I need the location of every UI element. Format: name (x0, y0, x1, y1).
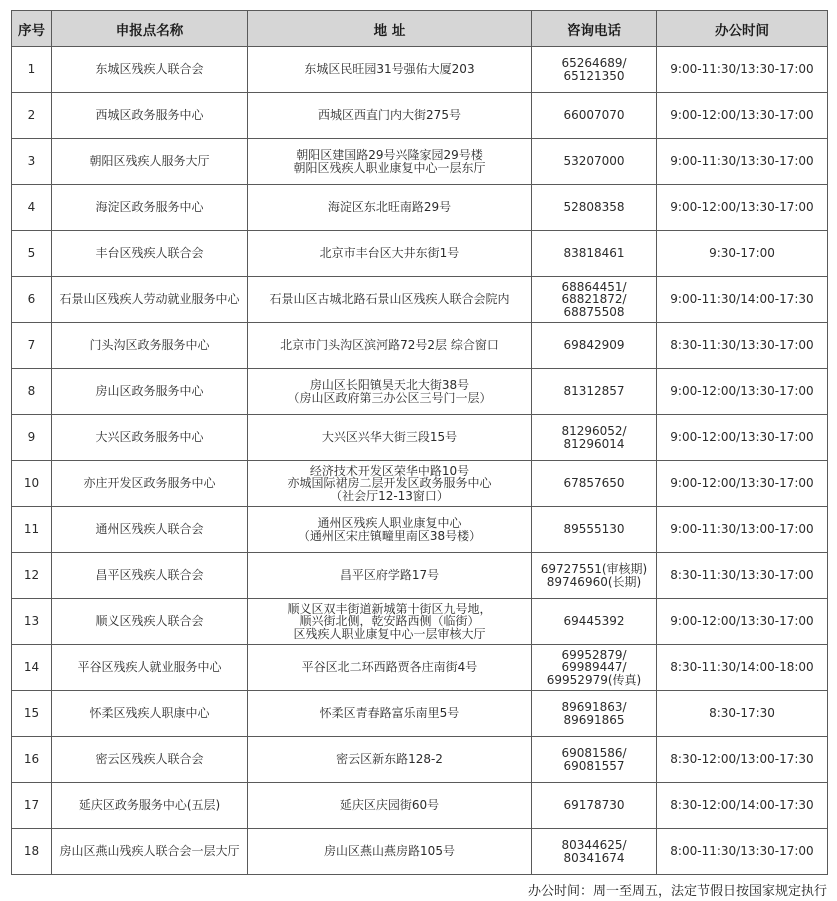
service-point-name: 朝阳区残疾人服务大厅 (52, 139, 248, 185)
row-number: 11 (12, 507, 52, 553)
phone (532, 737, 657, 783)
office-hours: 9:00-12:00/13:30-17:00 (657, 93, 828, 139)
table-row (12, 553, 828, 599)
phone (532, 185, 657, 231)
phone-line: 68875508 (563, 304, 625, 319)
table-row (12, 691, 828, 737)
service-point-name: 昌平区残疾人联合会 (52, 553, 248, 599)
table-row (12, 93, 828, 139)
service-point-name: 丰台区残疾人联合会 (52, 231, 248, 277)
row-number: 4 (12, 185, 52, 231)
row-number: 18 (12, 829, 52, 875)
table-row (12, 829, 828, 875)
address-line: 大兴区兴华大街三段15号 (321, 430, 458, 445)
table-row (12, 645, 828, 691)
table-row (12, 599, 828, 645)
service-point-name: 通州区残疾人联合会 (52, 507, 248, 553)
address-line: 东城区民旺园31号强佑大厦203 (304, 62, 475, 77)
table-row (12, 47, 828, 93)
office-hours-note: 办公时间：周一至周五，法定节假日按国家规定执行 (527, 884, 827, 899)
office-hours: 8:30-17:30 (657, 691, 828, 737)
row-number: 10 (12, 461, 52, 507)
row-number: 5 (12, 231, 52, 277)
phone-line: 69952879/ (561, 647, 627, 662)
service-point-name: 平谷区残疾人就业服务中心 (52, 645, 248, 691)
address-line: 顺义区双丰街道新城第十街区九号地， (287, 601, 492, 616)
office-hours: 9:00-11:30/13:00-17:00 (657, 507, 828, 553)
phone (532, 47, 657, 93)
address-line: 延庆区庆园街60号 (339, 798, 440, 813)
phone-line: 67857650 (563, 476, 625, 491)
table-row (12, 139, 828, 185)
row-number: 12 (12, 553, 52, 599)
phone (532, 139, 657, 185)
row-number: 16 (12, 737, 52, 783)
address (248, 277, 532, 323)
address (248, 369, 532, 415)
service-point-name: 房山区政务服务中心 (52, 369, 248, 415)
address (248, 47, 532, 93)
address-line: 朝阳区建国路29号兴隆家园29号楼 (296, 148, 483, 162)
header-name: 申报点名称 (52, 11, 248, 47)
table-row (12, 415, 828, 461)
phone (532, 507, 657, 553)
phone (532, 783, 657, 829)
phone (532, 645, 657, 691)
address-line: 北京市门头沟区滨河路72号2层 综合窗口 (280, 338, 499, 353)
phone-line: 52808358 (563, 200, 625, 215)
address (248, 323, 532, 369)
address-line: 房山区燕山燕房路105号 (324, 844, 455, 859)
header-no: 序号 (12, 11, 52, 47)
office-hours: 9:00-12:00/13:30-17:00 (657, 185, 828, 231)
address (248, 507, 532, 553)
phone-line: 53207000 (563, 154, 625, 169)
office-hours: 8:30-11:30/13:30-17:00 (657, 553, 828, 599)
row-number: 14 (12, 645, 52, 691)
office-hours: 9:30-17:00 (657, 231, 828, 277)
phone-line: 69842909 (563, 338, 625, 353)
service-point-name: 西城区政务服务中心 (52, 93, 248, 139)
office-hours: 9:00-12:00/13:30-17:00 (657, 369, 828, 415)
office-hours: 8:00-11:30/13:30-17:00 (657, 829, 828, 875)
phone (532, 829, 657, 875)
phone-line: 68821872/ (561, 292, 627, 307)
row-number: 3 (12, 139, 52, 185)
phone-line: 89691863/ (561, 700, 627, 714)
phone (532, 415, 657, 461)
phone-line: 81312857 (563, 384, 625, 399)
address (248, 553, 532, 599)
address-line: 石景山区古城北路石景山区残疾人联合会院内 (269, 292, 510, 307)
phone-line: 69445392 (563, 614, 625, 629)
address-line: 房山区长阳镇昊天北大街38号 (309, 378, 470, 392)
phone-line: 81296052/ (561, 424, 627, 438)
office-hours: 9:00-11:30/13:30-17:00 (657, 47, 828, 93)
phone-line: 89555130 (563, 522, 625, 537)
address (248, 139, 532, 185)
phone-line: 69952979(传真) (546, 672, 642, 687)
address (248, 829, 532, 875)
service-point-name: 门头沟区政务服务中心 (52, 323, 248, 369)
phone (532, 369, 657, 415)
address (248, 645, 532, 691)
address-line: 西城区西直门内大街275号 (318, 108, 461, 123)
service-points-table (11, 10, 828, 875)
row-number: 17 (12, 783, 52, 829)
address (248, 415, 532, 461)
address-line: 朝阳区残疾人职业康复中心一层东厅 (293, 160, 486, 175)
address-line: 平谷区北二环西路贾各庄南街4号 (301, 660, 478, 675)
header-phone: 咨询电话 (532, 11, 657, 47)
phone (532, 93, 657, 139)
row-number: 6 (12, 277, 52, 323)
address-line: 经济技术开发区荣华中路10号 (309, 463, 470, 478)
phone-line: 69178730 (563, 798, 625, 813)
phone-line: 66007070 (563, 108, 625, 123)
address (248, 737, 532, 783)
phone-line: 65121350 (563, 68, 625, 83)
address-line: （房山区政府第三办公区三号门一层） (287, 390, 492, 405)
phone-line: 68864451/ (561, 279, 627, 294)
service-points-table-container (11, 10, 827, 875)
table-row (12, 231, 828, 277)
phone (532, 231, 657, 277)
phone (532, 691, 657, 737)
address-line: 昌平区府学路17号 (339, 568, 440, 583)
row-number: 8 (12, 369, 52, 415)
office-hours: 8:30-12:00/13:00-17:30 (657, 737, 828, 783)
service-point-name: 大兴区政务服务中心 (52, 415, 248, 461)
table-body (12, 47, 828, 875)
table-row (12, 783, 828, 829)
table-row (12, 323, 828, 369)
table-row (12, 185, 828, 231)
phone-line: 69727551(审核期) (540, 562, 648, 576)
address (248, 93, 532, 139)
address-line: （通州区宋庄镇疃里南区38号楼） (297, 528, 482, 543)
service-point-name: 石景山区残疾人劳动就业服务中心 (52, 277, 248, 323)
phone-line: 89746960(长期) (546, 574, 642, 589)
office-hours: 9:00-12:00/13:30-17:00 (657, 461, 828, 507)
phone (532, 461, 657, 507)
address-line: 顺兴街北侧，乾安路西侧（临街） (299, 614, 480, 629)
phone (532, 553, 657, 599)
office-hours: 9:00-12:00/13:30-17:00 (657, 415, 828, 461)
office-hours: 8:30-12:00/14:00-17:30 (657, 783, 828, 829)
row-number: 9 (12, 415, 52, 461)
phone-line: 80344625/ (561, 838, 627, 852)
service-point-name: 亦庄开发区政务服务中心 (52, 461, 248, 507)
office-hours: 9:00-12:00/13:30-17:00 (657, 599, 828, 645)
table-row (12, 277, 828, 323)
address (248, 599, 532, 645)
phone-line: 81296014 (563, 436, 625, 451)
phone-line: 83818461 (563, 246, 625, 261)
office-hours: 9:00-11:30/14:00-17:30 (657, 277, 828, 323)
row-number: 1 (12, 47, 52, 93)
address-line: 怀柔区青春路富乐南里5号 (319, 706, 460, 721)
address-line: 通州区残疾人职业康复中心 (317, 516, 462, 530)
phone-line: 65264689/ (561, 56, 627, 70)
address-line: 亦城国际裙房二层开发区政务服务中心 (287, 476, 492, 491)
service-point-name: 海淀区政务服务中心 (52, 185, 248, 231)
table-row (12, 737, 828, 783)
address-line: 密云区新东路128-2 (336, 752, 443, 767)
table-header-row (12, 11, 828, 47)
address (248, 783, 532, 829)
service-point-name: 顺义区残疾人联合会 (52, 599, 248, 645)
address-line: 区残疾人职业康复中心一层审核大厅 (293, 626, 486, 641)
phone (532, 599, 657, 645)
service-point-name: 怀柔区残疾人职康中心 (52, 691, 248, 737)
header-hours: 办公时间 (657, 11, 828, 47)
table-row (12, 507, 828, 553)
phone (532, 323, 657, 369)
phone-line: 69989447/ (561, 660, 627, 675)
address (248, 185, 532, 231)
header-address: 地 址 (248, 11, 532, 47)
service-point-name: 延庆区政务服务中心(五层) (52, 783, 248, 829)
address (248, 231, 532, 277)
service-point-name: 密云区残疾人联合会 (52, 737, 248, 783)
address-line: 北京市丰台区大井东街1号 (319, 246, 460, 261)
phone-line: 69081586/ (561, 746, 627, 760)
row-number: 15 (12, 691, 52, 737)
phone-line: 69081557 (563, 758, 625, 773)
phone (532, 277, 657, 323)
office-hours: 8:30-11:30/13:30-17:00 (657, 323, 828, 369)
row-number: 7 (12, 323, 52, 369)
row-number: 13 (12, 599, 52, 645)
address (248, 691, 532, 737)
office-hours: 8:30-11:30/14:00-18:00 (657, 645, 828, 691)
row-number: 2 (12, 93, 52, 139)
phone-line: 89691865 (563, 712, 625, 727)
office-hours: 9:00-11:30/13:30-17:00 (657, 139, 828, 185)
table-row (12, 369, 828, 415)
address (248, 461, 532, 507)
address-line: 海淀区东北旺南路29号 (327, 200, 452, 215)
service-point-name: 房山区燕山残疾人联合会一层大厅 (52, 829, 248, 875)
address-line: （社会厅12-13窗口） (330, 488, 449, 503)
phone-line: 80341674 (563, 850, 625, 865)
service-point-name: 东城区残疾人联合会 (52, 47, 248, 93)
table-row (12, 461, 828, 507)
